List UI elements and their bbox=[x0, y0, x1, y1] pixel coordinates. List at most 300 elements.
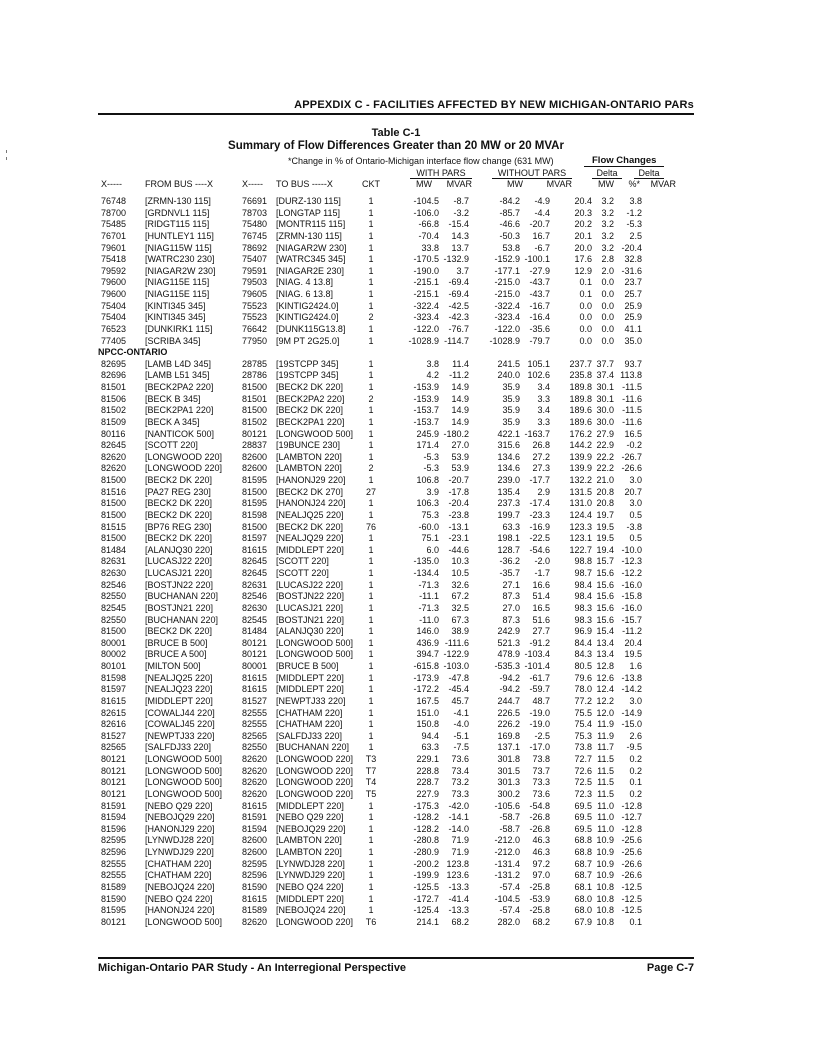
table-cell: 37.4 bbox=[596, 370, 614, 381]
table-cell: -23.1 bbox=[448, 533, 469, 544]
table-cell: 75.1 bbox=[421, 533, 439, 544]
table-cell: 81589 bbox=[101, 881, 127, 892]
table-cell: -215.0 bbox=[494, 289, 520, 299]
table-cell: 67.2 bbox=[451, 591, 469, 602]
header-rule bbox=[98, 113, 694, 115]
table-row bbox=[0, 440, 642, 452]
table-cell: 1 bbox=[368, 242, 374, 253]
table-cell: 1 bbox=[368, 544, 374, 555]
row-margin bbox=[0, 243, 101, 255]
table-cell: [MONTR115 115] bbox=[276, 219, 346, 230]
table-cell: [MIDDLEPT 220] bbox=[276, 672, 344, 683]
table-cell: 198.1 bbox=[497, 533, 520, 544]
table-cell: 521.3 bbox=[497, 637, 520, 648]
table-cell: [LONGWOOD 220] bbox=[276, 777, 354, 788]
table-cell: -215.0 bbox=[494, 277, 520, 288]
table-cell: [CHATHAM 220] bbox=[145, 858, 212, 869]
table-cell: 82615 bbox=[101, 707, 127, 718]
table-cell: 11.5 bbox=[597, 765, 614, 776]
table-cell: -1028.9 bbox=[489, 335, 520, 346]
table-row bbox=[0, 801, 642, 813]
table-cell: -134.4 bbox=[413, 568, 439, 578]
table-cell: [BOSTJN21 220] bbox=[145, 602, 214, 613]
table-cell: -5.1 bbox=[453, 730, 469, 741]
col-gap bbox=[383, 789, 393, 801]
table-cell: -36.2 bbox=[499, 556, 520, 567]
row-margin bbox=[0, 568, 101, 580]
table-cell: -50.3 bbox=[499, 230, 520, 241]
row-margin bbox=[0, 522, 101, 534]
table-cell: 15.7 bbox=[596, 556, 614, 567]
table-cell: 76745 bbox=[242, 230, 268, 241]
table-cell: [BRUCE B 500] bbox=[276, 661, 339, 671]
table-cell: -17.8 bbox=[448, 486, 469, 497]
table-cell: 1 bbox=[368, 730, 374, 741]
table-cell: 11.4 bbox=[452, 358, 469, 369]
col-gap bbox=[383, 603, 393, 615]
table-cell: -16.7 bbox=[529, 300, 550, 311]
table-cell: [19BUNCE 230] bbox=[276, 440, 341, 451]
row-margin bbox=[0, 336, 101, 348]
table-cell: T7 bbox=[365, 765, 377, 776]
table-cell: 82595 bbox=[101, 835, 127, 846]
table-cell: [NIAG115E 115] bbox=[145, 289, 210, 299]
table-cell: 11.9 bbox=[597, 719, 614, 730]
table-cell: -13.3 bbox=[448, 905, 469, 916]
table-row bbox=[0, 615, 642, 627]
table-cell: [NEBOJQ24 220] bbox=[276, 905, 346, 916]
table-cell: 146.0 bbox=[416, 626, 439, 637]
col-gap bbox=[383, 440, 393, 452]
table-cell: -125.4 bbox=[413, 905, 439, 916]
table-cell: 301.8 bbox=[497, 754, 520, 764]
table-cell: 0.1 bbox=[629, 916, 642, 927]
table-cell: 27.9 bbox=[596, 428, 614, 439]
table-cell: 1 bbox=[368, 196, 374, 206]
table-cell: [NANTICOK 500] bbox=[145, 428, 215, 439]
table-cell: 134.6 bbox=[497, 451, 520, 462]
table-cell: 1 bbox=[368, 440, 374, 451]
table-cell: 53.9 bbox=[451, 451, 469, 462]
table-cell: -47.8 bbox=[448, 672, 469, 683]
table-cell: 80002 bbox=[101, 649, 127, 660]
row-margin bbox=[0, 719, 101, 731]
table-cell: -19.0 bbox=[529, 719, 550, 730]
table-cell: -14.0 bbox=[448, 823, 469, 834]
table-cell: 80121 bbox=[101, 765, 127, 776]
table-row bbox=[0, 905, 642, 917]
table-row bbox=[0, 243, 642, 255]
table-cell: [NIAGAR2W 230] bbox=[145, 265, 216, 276]
table-cell: -103.0 bbox=[443, 661, 469, 671]
table-cell: 17.6 bbox=[574, 254, 592, 265]
table-cell: [LAMB L51 345] bbox=[145, 370, 210, 381]
table-cell: 3.7 bbox=[456, 265, 469, 276]
table-cell: -1.7 bbox=[534, 568, 550, 578]
table-cell: [ZRMN-130 115] bbox=[276, 230, 342, 241]
table-cell: 144.2 bbox=[569, 440, 592, 451]
table-cell: 1 bbox=[368, 335, 374, 346]
table-cell: -35.7 bbox=[499, 568, 520, 578]
table-cell: 1 bbox=[368, 370, 374, 381]
table-cell: -163.7 bbox=[524, 428, 550, 439]
table-cell: 73.8 bbox=[574, 742, 592, 753]
table-cell: [CHATHAM 220] bbox=[276, 707, 343, 718]
table-cell: 80121 bbox=[242, 637, 268, 648]
table-cell: 81594 bbox=[242, 823, 268, 834]
table-cell: 132.2 bbox=[569, 475, 592, 485]
table-cell: 0.2 bbox=[629, 754, 642, 764]
table-cell: 82545 bbox=[101, 602, 127, 613]
table-cell: 28837 bbox=[242, 440, 268, 451]
table-cell: 27 bbox=[365, 486, 376, 497]
table-cell: [LONGWOOD 500] bbox=[145, 765, 223, 776]
col-gap bbox=[383, 754, 393, 766]
table-cell: 25.9 bbox=[624, 300, 642, 311]
col-gap bbox=[383, 719, 393, 731]
table-cell: [LYNWDJ29 220] bbox=[276, 870, 345, 881]
table-cell: [LONGWOOD 500] bbox=[145, 777, 223, 788]
table-row bbox=[0, 708, 642, 720]
row-margin bbox=[0, 859, 101, 871]
row-margin bbox=[0, 440, 101, 452]
col-gap bbox=[383, 417, 393, 429]
table-cell: -57.4 bbox=[499, 905, 520, 916]
row-margin bbox=[0, 801, 101, 813]
table-cell: 106.8 bbox=[416, 475, 439, 485]
table-cell: 0.0 bbox=[601, 300, 614, 311]
table-cell: 38.9 bbox=[451, 626, 469, 637]
table-cell: 301.5 bbox=[497, 765, 520, 776]
table-cell: 77.2 bbox=[574, 695, 592, 706]
table-cell: -26.6 bbox=[621, 463, 642, 474]
table-cell: 3.2 bbox=[601, 230, 614, 241]
table-cell: [GRDNVL1 115] bbox=[145, 207, 210, 218]
table-cell: 3.2 bbox=[601, 196, 614, 206]
table-cell: 105.1 bbox=[527, 358, 550, 369]
row-margin bbox=[0, 370, 101, 382]
table-cell: -4.9 bbox=[534, 196, 550, 206]
table-cell: 82555 bbox=[242, 707, 268, 718]
row-margin bbox=[0, 556, 101, 568]
table-cell: 14.9 bbox=[451, 405, 469, 416]
table-cell: -42.5 bbox=[448, 300, 469, 311]
table-cell: 75418 bbox=[101, 254, 127, 265]
table-cell: 46.3 bbox=[532, 847, 550, 857]
table-cell: 25.9 bbox=[624, 312, 642, 323]
table-cell: 35.9 bbox=[502, 405, 520, 416]
table-cell: -26.6 bbox=[621, 858, 642, 869]
table-cell: 0.1 bbox=[579, 277, 592, 288]
table-cell: [LONGWOOD 500] bbox=[145, 788, 223, 799]
col-gap bbox=[383, 196, 393, 208]
table-cell: -103.4 bbox=[524, 649, 550, 660]
table-cell: -535.3 bbox=[494, 661, 520, 671]
table-cell: -11.6 bbox=[622, 393, 642, 404]
table-cell: 1.6 bbox=[629, 661, 642, 671]
table-cell: -122.0 bbox=[494, 323, 520, 334]
table-cell: -58.7 bbox=[499, 812, 520, 823]
table-cell: 81500 bbox=[101, 533, 127, 544]
table-cell: 15.6 bbox=[596, 579, 614, 590]
table-cell: 68.8 bbox=[574, 835, 592, 846]
table-row bbox=[0, 266, 642, 278]
table-cell: 75.5 bbox=[574, 707, 592, 718]
table-cell: [LONGWOOD 220] bbox=[276, 754, 354, 764]
col-gap bbox=[383, 463, 393, 475]
table-cell: 30.0 bbox=[596, 416, 614, 427]
row-margin bbox=[0, 626, 101, 638]
table-cell: 81516 bbox=[101, 486, 127, 497]
table-cell: 1 bbox=[368, 451, 374, 462]
table-cell: -9.5 bbox=[626, 742, 642, 753]
table-cell: [KINTI345 345] bbox=[145, 312, 206, 323]
col-gap bbox=[383, 591, 393, 603]
row-margin bbox=[0, 615, 101, 627]
table-cell: 73.6 bbox=[532, 788, 550, 799]
table-cell: 19.5 bbox=[596, 533, 614, 544]
table-cell: 82595 bbox=[242, 858, 268, 869]
table-row bbox=[0, 684, 642, 696]
table-cell: 11.9 bbox=[597, 730, 614, 741]
table-cell: 2.0 bbox=[601, 265, 614, 276]
col-gap bbox=[383, 522, 393, 534]
table-cell: 301.3 bbox=[497, 777, 520, 788]
col-gap bbox=[383, 917, 393, 929]
table-cell: 79600 bbox=[101, 277, 127, 288]
table-cell: -76.7 bbox=[448, 323, 469, 334]
row-margin bbox=[0, 766, 101, 778]
row-margin bbox=[0, 917, 101, 929]
table-cell: -6.7 bbox=[534, 242, 550, 253]
table-cell: 97.0 bbox=[532, 870, 550, 881]
table-cell: -69.4 bbox=[448, 289, 469, 299]
table-cell: 16.6 bbox=[532, 579, 550, 590]
table-cell: 82550 bbox=[242, 742, 268, 753]
col-gap bbox=[383, 312, 393, 324]
table-cell: -4.1 bbox=[453, 707, 469, 718]
table-cell: 81500 bbox=[242, 521, 268, 532]
table-row bbox=[0, 882, 642, 894]
table-cell: [CHATHAM 220] bbox=[145, 870, 212, 881]
table-cell: 82620 bbox=[101, 463, 127, 474]
table-cell: [NEWPTJ33 220] bbox=[276, 695, 346, 706]
table-cell: 81591 bbox=[242, 812, 268, 823]
table-cell: 11.0 bbox=[597, 800, 614, 811]
col-gap bbox=[383, 626, 393, 638]
table-cell: 82631 bbox=[101, 556, 127, 567]
table-cell: [BECK2 DK 220] bbox=[145, 475, 213, 485]
table-row bbox=[0, 382, 642, 394]
table-cell: 78703 bbox=[242, 207, 268, 218]
table-cell: 1 bbox=[368, 626, 374, 637]
table-cell: 82630 bbox=[242, 602, 268, 613]
table-cell: 20.7 bbox=[624, 486, 642, 497]
table-cell: 68.2 bbox=[532, 916, 550, 927]
row-margin bbox=[0, 894, 101, 906]
table-cell: 72.6 bbox=[574, 765, 592, 776]
footer-title: Michigan-Ontario PAR Study - An Interregional Perspective bbox=[98, 962, 407, 974]
table-cell: 81598 bbox=[101, 672, 127, 683]
table-cell: 10.8 bbox=[596, 916, 614, 927]
table-cell: 30.1 bbox=[596, 393, 614, 404]
table-cell: 122.7 bbox=[569, 544, 592, 555]
table-cell: [RIDGT115 115] bbox=[145, 219, 210, 230]
table-cell: 1 bbox=[368, 289, 374, 299]
table-cell: -79.7 bbox=[529, 335, 550, 346]
table-cell: [MIDDLEPT 220] bbox=[276, 893, 344, 904]
table-cell: 87.3 bbox=[502, 614, 520, 625]
table-cell: [LUCASJ21 220] bbox=[145, 568, 213, 578]
table-cell: 134.6 bbox=[497, 463, 520, 474]
flow-changes-heading: Flow Changes bbox=[592, 155, 657, 166]
table-cell: -41.4 bbox=[448, 893, 469, 904]
table-cell: 73.7 bbox=[532, 765, 550, 776]
table-cell: [BOSTJN22 220] bbox=[276, 591, 345, 602]
table-row bbox=[0, 510, 642, 522]
table-cell: 1 bbox=[368, 277, 374, 288]
table-cell: 76691 bbox=[242, 196, 268, 206]
table-cell: [LONGWOOD 220] bbox=[276, 765, 354, 776]
table-cell: 394.7 bbox=[416, 649, 439, 660]
table-cell: 14.9 bbox=[451, 416, 469, 427]
table-cell: 0.5 bbox=[629, 533, 642, 544]
table-cell: 3.0 bbox=[629, 695, 642, 706]
table-cell: 82600 bbox=[242, 847, 268, 857]
table-cell: [BECK2PA2 220] bbox=[145, 382, 214, 392]
table-cell: [19STCPP 345] bbox=[276, 370, 339, 381]
appendix-header: APPEXDIX C - FACILITIES AFFECTED BY NEW MICHIGAN-ONTARIO PARs bbox=[294, 99, 694, 111]
table-cell: 76523 bbox=[101, 323, 127, 334]
table-cell: -105.6 bbox=[494, 800, 520, 811]
table-cell: 97.2 bbox=[532, 858, 550, 869]
table-cell: 3.3 bbox=[537, 393, 550, 404]
table-cell: -46.6 bbox=[499, 219, 520, 230]
table-cell: 0.1 bbox=[579, 289, 592, 299]
table-cell: 3.4 bbox=[537, 405, 550, 416]
table-cell: [SALFDJ33 220] bbox=[145, 742, 212, 753]
table-cell: 20.4 bbox=[624, 637, 642, 648]
table-cell: 3.2 bbox=[601, 219, 614, 230]
table-cell: 79600 bbox=[101, 289, 127, 299]
table-cell: [KINTIG2424.0] bbox=[276, 312, 339, 323]
table-cell: [LAMB L4D 345] bbox=[145, 358, 212, 369]
table-cell: -17.4 bbox=[529, 498, 550, 509]
table-row bbox=[0, 603, 642, 615]
table-cell: [LAMBTON 220] bbox=[276, 451, 342, 462]
table-cell: -122.9 bbox=[443, 649, 469, 660]
table-cell: 11.0 bbox=[597, 812, 614, 823]
col-header: MW bbox=[416, 179, 432, 189]
col-gap bbox=[383, 684, 393, 696]
table-row bbox=[0, 580, 642, 592]
row-margin bbox=[0, 312, 101, 324]
table-cell: 1 bbox=[368, 707, 374, 718]
table-cell: 73.3 bbox=[451, 788, 469, 799]
table-cell: 0.2 bbox=[629, 765, 642, 776]
table-cell: T5 bbox=[365, 788, 377, 799]
table-cell: [BECK2 DK 220] bbox=[276, 405, 344, 416]
table-cell: 82555 bbox=[101, 858, 127, 869]
table-cell: 81500 bbox=[101, 475, 127, 485]
table-cell: [KINTI345 345] bbox=[145, 300, 206, 311]
table-cell: [COWALJ44 220] bbox=[145, 707, 215, 718]
table-cell: 82565 bbox=[242, 730, 268, 741]
col-gap bbox=[383, 835, 393, 847]
table-cell: 67.3 bbox=[451, 614, 469, 625]
row-margin bbox=[0, 463, 101, 475]
table-cell: [LONGWOOD 220] bbox=[145, 463, 223, 474]
col-gap bbox=[383, 801, 393, 813]
table-cell: 16.7 bbox=[532, 230, 550, 241]
row-margin bbox=[0, 673, 101, 685]
table-cell: 73.2 bbox=[451, 777, 469, 788]
table-cell: 241.5 bbox=[497, 358, 520, 369]
col-gap bbox=[383, 243, 393, 255]
col-gap bbox=[383, 824, 393, 836]
table-cell: [BUCHANAN 220] bbox=[145, 614, 219, 625]
table-cell: 0.5 bbox=[629, 509, 642, 520]
table-cell: 6.0 bbox=[426, 544, 439, 555]
table-cell: 199.7 bbox=[497, 509, 520, 520]
table-cell: 0.1 bbox=[629, 777, 642, 788]
row-margin bbox=[0, 324, 101, 336]
table-cell: -5.3 bbox=[423, 451, 439, 462]
table-cell: -122.0 bbox=[413, 323, 439, 334]
table-row bbox=[0, 626, 642, 638]
table-row bbox=[0, 254, 642, 266]
table-cell: -132.9 bbox=[443, 254, 469, 265]
table-cell: 48.7 bbox=[532, 695, 550, 706]
row-margin bbox=[0, 359, 101, 371]
table-cell: 32.6 bbox=[451, 579, 469, 590]
table-cell: -10.0 bbox=[621, 544, 642, 555]
table-cell: 94.4 bbox=[421, 730, 439, 741]
col-gap bbox=[383, 870, 393, 882]
table-cell: 81615 bbox=[242, 544, 268, 555]
table-cell: [NEBOJQ24 220] bbox=[145, 881, 215, 892]
table-cell: 1 bbox=[368, 416, 374, 427]
table-cell: 71.9 bbox=[451, 847, 469, 857]
table-cell: 82616 bbox=[101, 719, 127, 730]
row-margin bbox=[0, 661, 101, 673]
scan-mark bbox=[6, 157, 7, 160]
table-cell: -71.3 bbox=[418, 579, 439, 590]
table-row bbox=[0, 894, 642, 906]
table-cell: 10.9 bbox=[596, 870, 614, 881]
col-gap bbox=[383, 580, 393, 592]
table-cell: [LAMBTON 220] bbox=[276, 463, 342, 474]
table-row bbox=[0, 649, 642, 661]
col-header: MVAR bbox=[546, 179, 572, 189]
section-label: NPCC-ONTARIO bbox=[98, 347, 168, 358]
table-cell: 20.4 bbox=[574, 196, 592, 206]
table-cell: 169.8 bbox=[497, 730, 520, 741]
table-cell: 82546 bbox=[101, 579, 127, 590]
table-cell: -2.0 bbox=[534, 556, 550, 567]
table-row bbox=[0, 208, 642, 220]
table-row bbox=[0, 777, 642, 789]
table-cell: -280.9 bbox=[413, 847, 439, 857]
table-row bbox=[0, 336, 642, 348]
table-cell: 1 bbox=[368, 800, 374, 811]
table-cell: [BECK B 345] bbox=[145, 393, 201, 404]
table-cell: 98.3 bbox=[574, 614, 592, 625]
table-cell: 63.3 bbox=[421, 742, 439, 753]
table-cell: [NEWPTJ33 220] bbox=[145, 730, 215, 741]
table-cell: 3.0 bbox=[629, 498, 642, 509]
table-cell: 3.8 bbox=[629, 196, 642, 206]
